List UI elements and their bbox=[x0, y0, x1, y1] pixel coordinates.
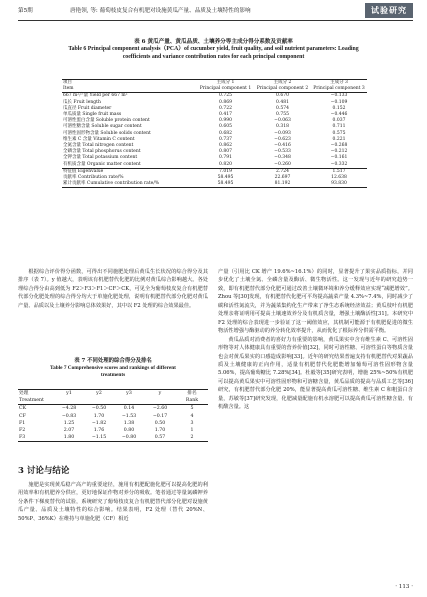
table6-header-cell: 主成分 2 bbox=[254, 80, 311, 87]
table-cell: F2 bbox=[19, 428, 26, 434]
table-row bbox=[18, 413, 208, 420]
table7-caption-en-2: treatments bbox=[100, 372, 126, 378]
table-cell: −0.623 bbox=[274, 136, 291, 142]
table-cell: −0.133 bbox=[330, 93, 348, 99]
table7-caption-en-1: Table 7 Comprehensive scores and rankings of different bbox=[50, 365, 176, 371]
table7-header-cell: Rank bbox=[176, 397, 208, 405]
table-cell: 0.575 bbox=[332, 130, 346, 136]
table7-caption-cn: 表 7 不同处理的综合得分及排名 bbox=[74, 358, 152, 364]
table-cell: 0.807 bbox=[219, 149, 232, 155]
table-cell: −0.212 bbox=[330, 149, 348, 155]
table-cell: 2 bbox=[176, 434, 208, 442]
header-rule bbox=[18, 20, 413, 21]
table-cell: 4 bbox=[190, 413, 194, 419]
table-cell: 0.682 bbox=[219, 130, 232, 136]
table7-header-cell: y1 bbox=[54, 390, 84, 398]
body-paragraph: 产量（引用比 CK 增产 19.6%~16.1%）的同时，显著提升了果实品质指标，并同步优化了土壤全氮、全磷含量及酶活、微生物活性。这一发现与近年的研究趋势一致，即有机肥替代部分化肥可通过改善土壤微环境和养分缓释效应实现“减肥增效”。Zhou 等[30]发现，有机肥替代化肥可平均提高蔬菜产量 4.3%~7.4%，同时减少了碳和活性氮流失，并为蔬菜集约化生产带来了净生态系统经济效益；黄瓜枝叶有机肥处理亲将证明用可提高土壤速效养分及有机质含量，增强土壤酶活性[31]。本研究中 F2 处理的综合表现进一步验证了这一阈值效应，其机制可能源于有机肥促进的微生物活性增强与酶驱动的养分转化效率提升，从而优化了根际养分供需平衡。 bbox=[218, 269, 413, 335]
table-cell: 0.869 bbox=[219, 99, 232, 105]
table-cell: −0.268 bbox=[330, 143, 348, 149]
table-cell: −0.093 bbox=[274, 130, 291, 136]
table-cell: 可溶性糖含量 Soluble sugar content bbox=[63, 124, 142, 130]
table-cell: 0.14 bbox=[123, 406, 135, 412]
table-cell: −0.063 bbox=[274, 118, 291, 124]
table6-header-cell: Principal component 3 bbox=[311, 86, 367, 93]
table7-header-cell: y bbox=[144, 390, 176, 398]
table-cell: 可溶性固形物含量 Soluble solids content bbox=[63, 130, 151, 136]
table7-header-cell: 排名 bbox=[176, 390, 208, 398]
table-cell: 0.722 bbox=[219, 105, 232, 111]
table7-header-cell bbox=[54, 397, 84, 405]
table-cell: 0.755 bbox=[276, 112, 289, 118]
table-cell: 0.862 bbox=[219, 143, 232, 149]
table7-header-row-en bbox=[18, 397, 208, 405]
table-cell: 2.724 bbox=[276, 168, 289, 174]
table-cell: 0.221 bbox=[332, 136, 346, 142]
table7-header-cell: 处理 bbox=[18, 390, 54, 398]
table-cell: 2.07 bbox=[63, 428, 75, 434]
table-cell: 12.638 bbox=[331, 175, 347, 181]
table-cell: 全氮含量 Total nitrogen content bbox=[63, 143, 134, 149]
table-cell: −0.416 bbox=[274, 143, 291, 149]
table-cell: −0.260 bbox=[254, 162, 311, 169]
table-cell: −1.53 bbox=[121, 413, 137, 419]
table-cell: 全磷含量 Total phosphorus content bbox=[63, 149, 141, 155]
table-cell: 1.517 bbox=[332, 168, 346, 174]
table7 bbox=[18, 389, 208, 442]
table6-header-cell: Principal component 1 bbox=[197, 86, 254, 93]
table-cell: 瓜长 Fruit length bbox=[63, 99, 101, 105]
table-cell: 667 m²产量 Yield per 667 m² bbox=[63, 93, 128, 99]
table6 bbox=[62, 79, 367, 188]
table6-caption-en-1: Table 6 Principal component analysis（PCA）of cucumber yield, fruit quality, and soil nutrient parameters: Loading bbox=[68, 46, 359, 52]
table7-header-cell: y2 bbox=[84, 390, 114, 398]
left-column-text-2 bbox=[18, 481, 208, 523]
table-cell: 特征值 Eigenvalue bbox=[63, 168, 104, 174]
table-cell: 0.80 bbox=[123, 428, 135, 434]
table6-header-row-en bbox=[62, 86, 367, 93]
table6-caption-en-2: coefficients and variance contribution rates for each principal component bbox=[122, 54, 305, 60]
table-cell: 1.70 bbox=[93, 413, 105, 419]
table-cell: 22.697 bbox=[274, 175, 291, 181]
table6-header-cell: Principal component 2 bbox=[254, 86, 311, 93]
table-cell: 5 bbox=[190, 406, 194, 412]
table-cell: 有机质含量 Organic matter content bbox=[62, 162, 197, 169]
table7-header-cell: y3 bbox=[114, 390, 144, 398]
table7-header-cell bbox=[144, 397, 176, 405]
table-cell: 累计贡献率 Cumulative contribution rate/% bbox=[62, 181, 197, 188]
running-title: 唐艳领, 等: 葡萄枝皮复合有机肥对设施黄瓜产量、品质及土壤特性的影响 bbox=[70, 8, 251, 14]
table-cell: 1 bbox=[190, 428, 194, 434]
table-cell: 瓜直径 Fruit diameter bbox=[63, 105, 112, 111]
page-number: · 113 · bbox=[395, 584, 413, 590]
table-cell: F1 bbox=[19, 420, 26, 426]
table-cell: 0.990 bbox=[219, 118, 232, 124]
table-cell: −0.446 bbox=[330, 112, 348, 118]
table-cell: −0.17 bbox=[152, 413, 168, 419]
table-row bbox=[18, 434, 208, 442]
right-column-text bbox=[218, 268, 413, 412]
table-row bbox=[18, 420, 208, 427]
table-cell: 0.417 bbox=[219, 112, 232, 118]
table-cell: 58.495 bbox=[197, 181, 254, 188]
table-cell: 0.711 bbox=[332, 124, 346, 130]
table-cell: −0.161 bbox=[330, 155, 348, 161]
table-cell: −0.533 bbox=[274, 149, 291, 155]
table7-header-row bbox=[18, 390, 208, 398]
table-cell: CF bbox=[19, 413, 26, 419]
table7-header-cell: Treatment bbox=[18, 397, 54, 405]
table-cell: 0.737 bbox=[219, 136, 232, 142]
table-cell: 1.76 bbox=[93, 428, 105, 434]
body-paragraph: 黄瓜品质对消费者的喜好力有重要的影响，黄瓜果实中含有维生素 C、可溶性固形物等对人体健康具有重要的营养价值[32]，同时可溶性糖、可溶性蛋白等物质含量也会对黄瓜果实的口感造成影响[33]。近年的研究结果普遍支持有机肥替代对果蔬品质及土壤健康的正向作用，适量有机肥替代化肥能增加葡萄可溶性固形物含量 5.06%，提高葡萄糖比 7.28%[34]。杜毅等[35]研究表明，增施 25%~50%有机肥可以提高黄瓜果实中可溶性固形物和可溶糖含量，黄瓜品质的提高与品质工艺等[36]研究，有机肥替代部分化肥 20%，能显著提高黄瓜可溶性糖、维生素 C 和粗蛋白含量，苏敏等[37]研究发现，化肥减量配施有机水溶肥可以提高黄瓜可溶性糖含量、有机酸含量。这 bbox=[218, 336, 413, 411]
table-cell: 维生素 C 含量 Vitamin C content bbox=[63, 136, 135, 142]
table-cell: −0.332 bbox=[311, 162, 367, 169]
table-cell: 3 bbox=[190, 420, 194, 426]
table-cell: 1.25 bbox=[63, 420, 75, 426]
table-cell: F3 bbox=[18, 434, 54, 442]
table-cell: −4.28 bbox=[61, 406, 77, 412]
table-cell: −0.83 bbox=[61, 413, 77, 419]
table-cell: 0.50 bbox=[154, 420, 166, 426]
table6-cumulative-row bbox=[62, 181, 367, 188]
table7-header-cell bbox=[84, 397, 114, 405]
body-paragraph: 根据综合评价得分函数，可得出不同施肥处理后黄瓜生长状况的综合得分及其排序（表 7）。y 值越大，表明该有机肥替代化肥的比例对黄瓜综合影响越大。各处理综合得分由高到低为 F2＞F3＞F1＞CF＞CK，可见全为葡萄枝皮复合有机肥替代部分化肥处理的综合得分均大于单施化肥处理，说明有机肥替代部分化肥对黄瓜产量、品质以及土壤养分影响总体效果好，其中以 F2 处理的综合效果最佳。 bbox=[18, 269, 208, 309]
table-cell: 93.830 bbox=[311, 181, 367, 188]
table-row bbox=[18, 427, 208, 434]
table-cell: 0.152 bbox=[332, 105, 346, 111]
table-cell: 可溶性蛋白含量 Soluble protein content bbox=[63, 118, 150, 124]
table-cell: 0.574 bbox=[276, 105, 289, 111]
table-row bbox=[62, 162, 367, 169]
section-heading: 3 讨论与结论 bbox=[18, 466, 70, 476]
running-header bbox=[0, 0, 427, 22]
issue-label: 第5期 bbox=[18, 8, 33, 14]
table-cell: 0.318 bbox=[276, 124, 289, 130]
table-cell: −0.109 bbox=[330, 99, 348, 105]
table-cell: 0.670 bbox=[276, 93, 289, 99]
table-cell: 58.495 bbox=[217, 175, 234, 181]
table-cell: 1.80 bbox=[54, 434, 84, 442]
table-cell: −1.82 bbox=[91, 420, 107, 426]
table-cell: 0.037 bbox=[332, 118, 346, 124]
table-cell: 0.725 bbox=[219, 93, 232, 99]
table6-header-cell: Item bbox=[62, 86, 197, 93]
table-cell: 贡献率 Contribution rate/% bbox=[63, 175, 124, 181]
body-paragraph: 施肥是实现黄瓜稳产高产的重要途径，施用有机肥配施化肥可以提高化肥的利用效率和有机肥养分供应，更好地保证作物对养分的吸收。笔者通过等量氮磷钾养分条件下梯度替代的试验，系统研究了葡萄枝皮复合有机肥替代部分化肥对设施黄瓜产量、品质及土壤特性的综合影响。结果表明，F2 处理（替代 20%N、50%P、36%K）在维持与单施化肥（CF）相近 bbox=[18, 482, 208, 522]
table-cell: 81.192 bbox=[254, 181, 311, 188]
table6-header-cell: 项目 bbox=[62, 80, 197, 87]
table6-caption-cn: 表 6 黄瓜产量、黄瓜品质、土壤养分等主成分得分系数及贡献率 bbox=[134, 39, 293, 45]
table-cell: 0.820 bbox=[197, 162, 254, 169]
table-cell: 单瓜质量 Single fruit mass bbox=[63, 112, 122, 118]
table6-header-cell: 主成分 1 bbox=[197, 80, 254, 87]
table-cell: 1.70 bbox=[154, 428, 166, 434]
table-cell: 1.38 bbox=[123, 420, 135, 426]
table-cell: 0.57 bbox=[144, 434, 176, 442]
table-cell: 全钾含量 Total potassium content bbox=[63, 155, 138, 161]
table-row bbox=[62, 93, 367, 100]
journal-section-badge: 试验研究 bbox=[365, 3, 413, 18]
table-cell: 0.791 bbox=[219, 155, 232, 161]
table-cell: 0.605 bbox=[219, 124, 232, 130]
left-column-text bbox=[18, 268, 208, 310]
table6-header-cell: 主成分 3 bbox=[311, 80, 367, 87]
table-cell: 0.481 bbox=[276, 99, 289, 105]
table-cell: CK bbox=[19, 406, 27, 412]
table-row bbox=[18, 405, 208, 413]
table-cell: −0.348 bbox=[274, 155, 291, 161]
table7-header-cell bbox=[114, 397, 144, 405]
table-cell: −1.15 bbox=[84, 434, 114, 442]
table-cell: −0.80 bbox=[114, 434, 144, 442]
table-cell: −0.50 bbox=[91, 406, 107, 412]
table-cell: 7.019 bbox=[219, 168, 232, 174]
table-cell: −2.60 bbox=[152, 406, 168, 412]
